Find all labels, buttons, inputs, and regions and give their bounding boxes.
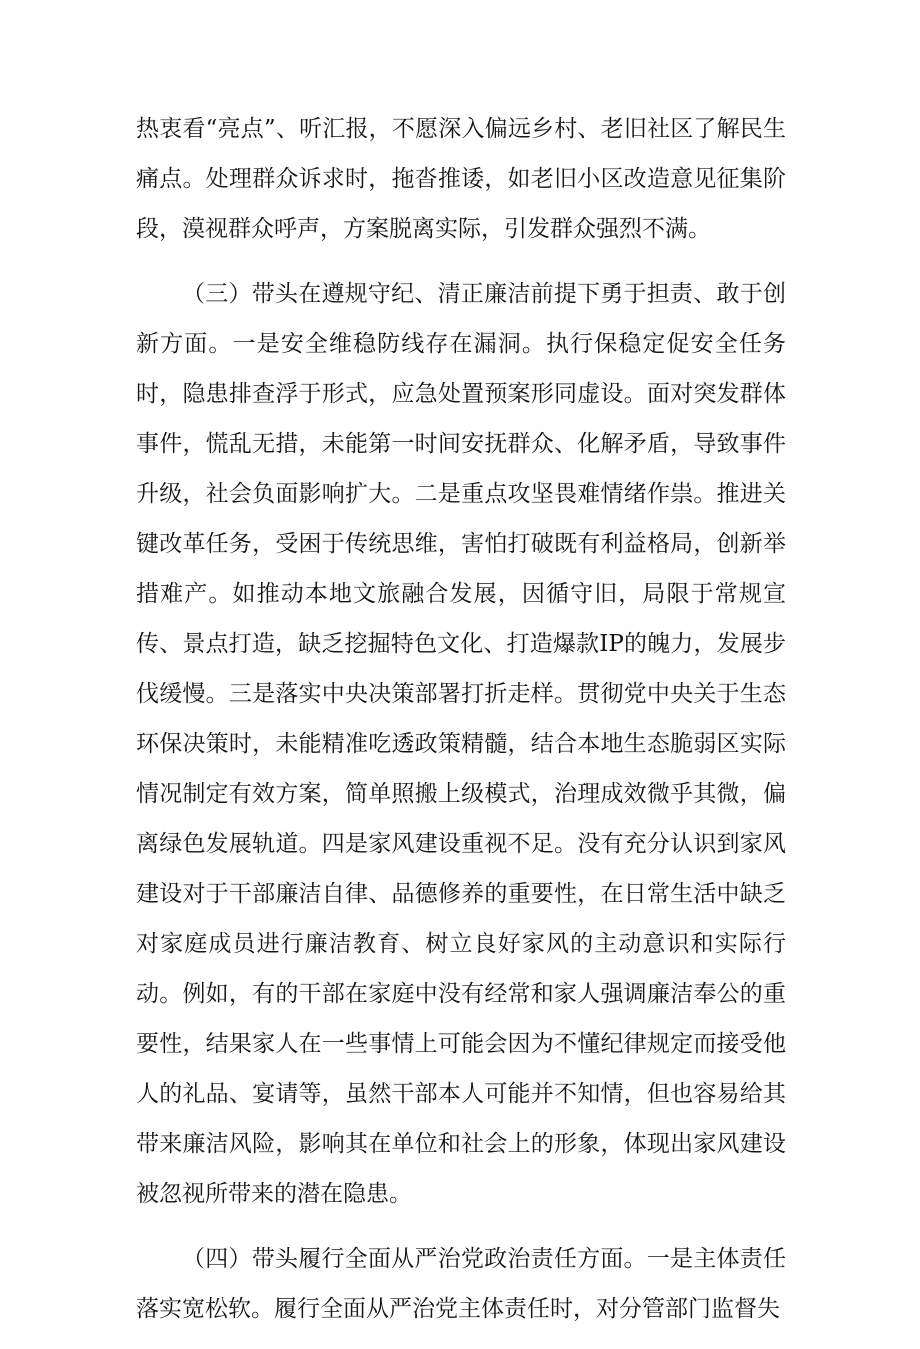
document-body bbox=[136, 104, 786, 1349]
paragraph-section-three: （三）带头在遵规守纪、清正廉洁前提下勇于担责、敢于创新方面。一是安全维稳防线存在漏洞。执行保稳定促安全任务时，隐患排查浮于形式，应急处置预案形同虚设。面对突发群体事件，慌乱无措，未能第一时间安抚群众、化解矛盾，导致事件升级，社会负面影响扩大。二是重点攻坚畏难情绪作祟。推进关键改革任务，受困于传统思维，害怕打破既有利益格局，创新举措难产。如推动本地文旅融合发展，因循守旧，局限于常规宣传、景点打造，缺乏挖掘特色文化、打造爆款IP的魄力，发展步伐缓慢。三是落实中央决策部署打折走样。贯彻党中央关于生态环保决策时，未能精准吃透政策精髓，结合本地生态脆弱区实际情况制定有效方案，简单照搬上级模式，治理成效微乎其微，偏离绿色发展轨道。四是家风建设重视不足。没有充分认识到家风建设对于干部廉洁自律、品德修养的重要性，在日常生活中缺乏对家庭成员进行廉洁教育、树立良好家风的主动意识和实际行动。例如，有的干部在家庭中没有经常和家人强调廉洁奉公的重要性，结果家人在一些事情上可能会因为不懂纪律规定而接受他人的礼品、宴请等，虽然干部本人可能并不知情，但也容易给其带来廉洁风险，影响其在单位和社会上的形象，体现出家风建设被忽视所带来的潜在隐患。 bbox=[136, 281, 786, 1207]
paragraph-continuation: 热衷看“亮点”、听汇报，不愿深入偏远乡村、老旧社区了解民生痛点。处理群众诉求时，拖沓推诿，如老旧小区改造意见征集阶段，漠视群众呼声，方案脱离实际，引发群众强烈不满。 bbox=[136, 116, 786, 242]
paragraph-section-four: （四）带头履行全面从严治党政治责任方面。一是主体责任落实宽松软。履行全面从严治党主体责任时，对分管部门监督失 bbox=[136, 1246, 786, 1322]
